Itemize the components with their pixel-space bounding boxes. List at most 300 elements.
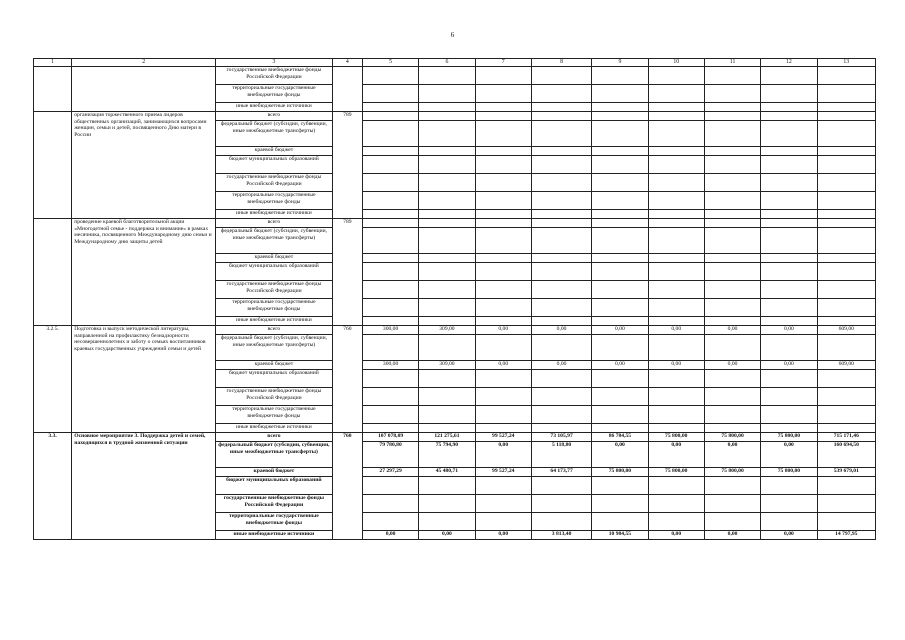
- value-cell: [475, 254, 531, 263]
- value-cell: [704, 495, 760, 513]
- value-cell: [704, 513, 760, 531]
- value-cell: [817, 174, 875, 192]
- value-cell: 0,00: [592, 326, 648, 335]
- value-cell: [761, 156, 817, 174]
- funding-source: федеральный бюджет (субсидии, субвенции, иные межбюджетные трансферты): [216, 335, 333, 361]
- value-cell: [761, 281, 817, 299]
- column-header-7: 7: [475, 59, 531, 67]
- value-cell: [475, 174, 531, 192]
- value-cell: [531, 299, 591, 317]
- value-cell: [475, 335, 531, 361]
- value-cell: [475, 388, 531, 406]
- value-cell: [648, 263, 704, 281]
- value-cell: [817, 121, 875, 147]
- column-header-12: 12: [761, 59, 817, 67]
- value-cell: 609,00: [817, 361, 875, 370]
- value-cell: [704, 263, 760, 281]
- value-cell: 0,00: [592, 442, 648, 468]
- agency-code: 760: [332, 326, 362, 433]
- value-cell: [761, 513, 817, 531]
- value-cell: [648, 254, 704, 263]
- value-cell: [761, 263, 817, 281]
- value-cell: [592, 112, 648, 121]
- value-cell: [648, 85, 704, 103]
- value-cell: 0,00: [648, 326, 704, 335]
- value-cell: [817, 281, 875, 299]
- value-cell: [592, 495, 648, 513]
- value-cell: 0,00: [761, 442, 817, 468]
- value-cell: [592, 147, 648, 156]
- value-cell: [419, 67, 475, 85]
- value-cell: [475, 299, 531, 317]
- value-cell: [531, 495, 591, 513]
- value-cell: [531, 263, 591, 281]
- activity-name: организация торжественного приема лидеров общественных организаций, занимающихся вопросами женщин, семьи и детей, посвященного Дню матери в России: [72, 112, 216, 219]
- value-cell: [761, 317, 817, 326]
- value-cell: [419, 388, 475, 406]
- value-cell: [592, 219, 648, 228]
- value-cell: 3 813,40: [531, 531, 591, 540]
- value-cell: [704, 192, 760, 210]
- value-cell: [761, 406, 817, 424]
- value-cell: [419, 263, 475, 281]
- value-cell: [817, 406, 875, 424]
- value-cell: [419, 192, 475, 210]
- funding-source: территориальные государственные внебюджетные фонды: [216, 513, 333, 531]
- value-cell: [475, 477, 531, 495]
- value-cell: 107 078,09: [362, 433, 418, 442]
- table-row: [34, 433, 876, 442]
- value-cell: [704, 210, 760, 219]
- value-cell: 0,00: [531, 361, 591, 370]
- value-cell: [362, 121, 418, 147]
- value-cell: 75 794,90: [419, 442, 475, 468]
- value-cell: [817, 424, 875, 433]
- value-cell: [531, 370, 591, 388]
- value-cell: 0,00: [648, 531, 704, 540]
- funding-source: государственные внебюджетные фонды Российской Федерации: [216, 495, 333, 513]
- funding-source: федеральный бюджет (субсидии, субвенции, иные межбюджетные трансферты): [216, 442, 333, 468]
- funding-source: территориальные государственные внебюджетные фонды: [216, 406, 333, 424]
- value-cell: 5 118,80: [531, 442, 591, 468]
- value-cell: [531, 192, 591, 210]
- value-cell: 0,00: [704, 442, 760, 468]
- value-cell: [592, 228, 648, 254]
- value-cell: [419, 281, 475, 299]
- value-cell: [761, 477, 817, 495]
- value-cell: [419, 254, 475, 263]
- value-cell: 121 275,61: [419, 433, 475, 442]
- value-cell: [475, 210, 531, 219]
- agency-code: 760: [332, 433, 362, 540]
- table-row: [34, 67, 876, 85]
- value-cell: [648, 67, 704, 85]
- value-cell: [704, 370, 760, 388]
- funding-source: иные внебюджетные источники: [216, 103, 333, 112]
- value-cell: [704, 477, 760, 495]
- value-cell: 0,00: [475, 326, 531, 335]
- value-cell: [704, 424, 760, 433]
- value-cell: [592, 513, 648, 531]
- funding-source: иные внебюджетные источники: [216, 424, 333, 433]
- value-cell: [475, 406, 531, 424]
- value-cell: [592, 210, 648, 219]
- value-cell: [362, 103, 418, 112]
- column-header-5: 5: [362, 59, 418, 67]
- value-cell: [817, 85, 875, 103]
- value-cell: [531, 121, 591, 147]
- value-cell: [362, 477, 418, 495]
- value-cell: [475, 263, 531, 281]
- value-cell: [761, 85, 817, 103]
- value-cell: [817, 254, 875, 263]
- table-row: [34, 326, 876, 335]
- value-cell: [419, 228, 475, 254]
- value-cell: [648, 156, 704, 174]
- value-cell: 0,00: [475, 531, 531, 540]
- value-cell: [592, 299, 648, 317]
- value-cell: [419, 112, 475, 121]
- value-cell: [592, 174, 648, 192]
- value-cell: 0,00: [419, 531, 475, 540]
- value-cell: [817, 192, 875, 210]
- value-cell: [475, 121, 531, 147]
- row-number: 3.3.: [34, 433, 72, 540]
- value-cell: [817, 495, 875, 513]
- activity-name: Подготовка и выпуск методической литературы, направленной на профилактику безнадзорности несовершеннолетних и заботу о семьях воспитанников краевых государственных учреждений семьи и детей: [72, 326, 216, 433]
- value-cell: [761, 424, 817, 433]
- activity-name: проведение краевой благотворительной акции «Многодетной семье - поддержка и внимание» в рамках месячника, посвященного Международному дню семьи и Международному дню защиты детей: [72, 219, 216, 326]
- column-header-1: 1: [34, 59, 72, 67]
- column-header-4: 4: [332, 59, 362, 67]
- value-cell: [704, 85, 760, 103]
- value-cell: [761, 103, 817, 112]
- value-cell: [648, 406, 704, 424]
- value-cell: [475, 219, 531, 228]
- value-cell: [362, 406, 418, 424]
- activity-name: [72, 67, 216, 112]
- value-cell: 99 527,24: [475, 468, 531, 477]
- value-cell: [475, 112, 531, 121]
- value-cell: [648, 424, 704, 433]
- value-cell: [531, 103, 591, 112]
- value-cell: [704, 335, 760, 361]
- value-cell: [531, 219, 591, 228]
- value-cell: [592, 317, 648, 326]
- funding-source: всего: [216, 219, 333, 228]
- value-cell: 73 105,97: [531, 433, 591, 442]
- value-cell: [475, 495, 531, 513]
- value-cell: [531, 156, 591, 174]
- value-cell: 79 780,80: [362, 442, 418, 468]
- value-cell: [362, 281, 418, 299]
- value-cell: [362, 147, 418, 156]
- value-cell: [817, 335, 875, 361]
- value-cell: [475, 67, 531, 85]
- funding-source: иные внебюджетные источники: [216, 210, 333, 219]
- value-cell: [362, 299, 418, 317]
- funding-source: всего: [216, 112, 333, 121]
- value-cell: [362, 424, 418, 433]
- value-cell: 75 800,00: [704, 468, 760, 477]
- value-cell: [592, 388, 648, 406]
- value-cell: [817, 513, 875, 531]
- value-cell: 10 984,55: [592, 531, 648, 540]
- value-cell: [531, 388, 591, 406]
- value-cell: [704, 299, 760, 317]
- value-cell: 75 800,00: [704, 433, 760, 442]
- value-cell: [362, 67, 418, 85]
- funding-source: всего: [216, 326, 333, 335]
- value-cell: [704, 281, 760, 299]
- value-cell: [592, 67, 648, 85]
- funding-source: государственные внебюджетные фонды Российской Федерации: [216, 174, 333, 192]
- value-cell: [704, 228, 760, 254]
- value-cell: [761, 299, 817, 317]
- value-cell: [648, 317, 704, 326]
- column-header-9: 9: [592, 59, 648, 67]
- table-row: [34, 112, 876, 121]
- funding-source: бюджет муниципальных образований: [216, 477, 333, 495]
- value-cell: [592, 121, 648, 147]
- value-cell: 14 797,95: [817, 531, 875, 540]
- funding-source: государственные внебюджетные фонды Российской Федерации: [216, 388, 333, 406]
- value-cell: [475, 281, 531, 299]
- value-cell: [362, 317, 418, 326]
- value-cell: [419, 103, 475, 112]
- value-cell: [419, 147, 475, 156]
- value-cell: [817, 477, 875, 495]
- value-cell: [648, 477, 704, 495]
- value-cell: [817, 210, 875, 219]
- value-cell: [648, 112, 704, 121]
- financing-table: [33, 58, 876, 540]
- value-cell: 86 784,55: [592, 433, 648, 442]
- value-cell: [362, 263, 418, 281]
- value-cell: [761, 121, 817, 147]
- funding-source: бюджет муниципальных образований: [216, 156, 333, 174]
- row-number: [34, 219, 72, 326]
- value-cell: [419, 219, 475, 228]
- value-cell: [362, 370, 418, 388]
- value-cell: [817, 370, 875, 388]
- value-cell: [592, 156, 648, 174]
- value-cell: 300,00: [362, 361, 418, 370]
- value-cell: [419, 477, 475, 495]
- value-cell: [648, 147, 704, 156]
- value-cell: [648, 495, 704, 513]
- value-cell: [648, 121, 704, 147]
- value-cell: [761, 335, 817, 361]
- value-cell: [531, 147, 591, 156]
- value-cell: [592, 281, 648, 299]
- value-cell: [531, 67, 591, 85]
- value-cell: [475, 156, 531, 174]
- value-cell: [704, 156, 760, 174]
- value-cell: [817, 156, 875, 174]
- value-cell: 0,00: [648, 361, 704, 370]
- value-cell: [761, 254, 817, 263]
- value-cell: [761, 219, 817, 228]
- value-cell: [419, 85, 475, 103]
- funding-source: иные внебюджетные источники: [216, 317, 333, 326]
- value-cell: [592, 406, 648, 424]
- value-cell: 0,00: [704, 531, 760, 540]
- value-cell: [531, 406, 591, 424]
- value-cell: [648, 219, 704, 228]
- value-cell: [648, 281, 704, 299]
- funding-source: территориальные государственные внебюджетные фонды: [216, 192, 333, 210]
- value-cell: [761, 147, 817, 156]
- column-header-2: 2: [72, 59, 216, 67]
- value-cell: [592, 335, 648, 361]
- value-cell: 0,00: [475, 361, 531, 370]
- value-cell: [531, 335, 591, 361]
- funding-source: территориальные государственные внебюджетные фонды: [216, 299, 333, 317]
- value-cell: [419, 370, 475, 388]
- funding-source: краевой бюджет: [216, 468, 333, 477]
- value-cell: [648, 103, 704, 112]
- row-number: [34, 67, 72, 112]
- value-cell: 0,00: [648, 442, 704, 468]
- value-cell: [419, 317, 475, 326]
- value-cell: 0,00: [704, 361, 760, 370]
- value-cell: [648, 299, 704, 317]
- value-cell: [592, 85, 648, 103]
- value-cell: 609,00: [817, 326, 875, 335]
- value-cell: [419, 121, 475, 147]
- value-cell: [419, 495, 475, 513]
- column-header-8: 8: [531, 59, 591, 67]
- value-cell: [419, 513, 475, 531]
- value-cell: [531, 513, 591, 531]
- value-cell: [362, 388, 418, 406]
- column-header-6: 6: [419, 59, 475, 67]
- funding-source: бюджет муниципальных образований: [216, 370, 333, 388]
- value-cell: [761, 210, 817, 219]
- value-cell: [648, 388, 704, 406]
- value-cell: [475, 228, 531, 254]
- value-cell: [419, 156, 475, 174]
- value-cell: [362, 85, 418, 103]
- column-header-13: 13: [817, 59, 875, 67]
- value-cell: 160 694,50: [817, 442, 875, 468]
- value-cell: [817, 103, 875, 112]
- value-cell: [704, 112, 760, 121]
- value-cell: [761, 192, 817, 210]
- value-cell: 45 480,71: [419, 468, 475, 477]
- value-cell: [761, 174, 817, 192]
- value-cell: [475, 370, 531, 388]
- value-cell: 300,00: [362, 326, 418, 335]
- value-cell: [704, 147, 760, 156]
- value-cell: [362, 228, 418, 254]
- value-cell: [817, 388, 875, 406]
- value-cell: [419, 406, 475, 424]
- agency-code: 789: [332, 219, 362, 326]
- value-cell: 0,00: [761, 361, 817, 370]
- value-cell: [475, 147, 531, 156]
- value-cell: [704, 103, 760, 112]
- value-cell: [475, 317, 531, 326]
- row-number: [34, 112, 72, 219]
- value-cell: [475, 85, 531, 103]
- value-cell: [648, 210, 704, 219]
- value-cell: [419, 299, 475, 317]
- value-cell: [419, 335, 475, 361]
- value-cell: 75 800,00: [761, 468, 817, 477]
- value-cell: [419, 424, 475, 433]
- value-cell: 0,00: [704, 326, 760, 335]
- value-cell: [362, 335, 418, 361]
- value-cell: [648, 228, 704, 254]
- value-cell: [475, 513, 531, 531]
- value-cell: [362, 495, 418, 513]
- value-cell: [704, 174, 760, 192]
- funding-source: краевой бюджет: [216, 361, 333, 370]
- value-cell: [648, 174, 704, 192]
- value-cell: [362, 174, 418, 192]
- funding-source: краевой бюджет: [216, 147, 333, 156]
- value-cell: 99 527,24: [475, 433, 531, 442]
- value-cell: [761, 67, 817, 85]
- value-cell: [362, 513, 418, 531]
- row-number: 3.2.5.: [34, 326, 72, 433]
- value-cell: [817, 112, 875, 121]
- value-cell: 715 171,46: [817, 433, 875, 442]
- value-cell: 0,00: [592, 361, 648, 370]
- value-cell: [419, 174, 475, 192]
- value-cell: [531, 174, 591, 192]
- value-cell: 75 800,00: [761, 433, 817, 442]
- value-cell: 27 297,29: [362, 468, 418, 477]
- funding-source: иные внебюджетные источники: [216, 531, 333, 540]
- value-cell: [362, 192, 418, 210]
- column-header-3: 3: [216, 59, 333, 67]
- funding-source: федеральный бюджет (субсидии, субвенции, иные межбюджетные трансферты): [216, 121, 333, 147]
- value-cell: [704, 219, 760, 228]
- value-cell: 75 800,00: [648, 433, 704, 442]
- value-cell: [761, 112, 817, 121]
- value-cell: [761, 495, 817, 513]
- value-cell: [531, 281, 591, 299]
- value-cell: [531, 210, 591, 219]
- value-cell: [592, 192, 648, 210]
- value-cell: [704, 317, 760, 326]
- value-cell: [475, 424, 531, 433]
- value-cell: 0,00: [362, 531, 418, 540]
- value-cell: [648, 335, 704, 361]
- value-cell: [362, 219, 418, 228]
- value-cell: [592, 103, 648, 112]
- value-cell: [704, 67, 760, 85]
- value-cell: [531, 317, 591, 326]
- value-cell: [704, 406, 760, 424]
- funding-source: бюджет муниципальных образований: [216, 263, 333, 281]
- value-cell: [817, 147, 875, 156]
- value-cell: [531, 254, 591, 263]
- value-cell: [648, 513, 704, 531]
- value-cell: [761, 388, 817, 406]
- funding-source: государственные внебюджетные фонды Российской Федерации: [216, 67, 333, 85]
- value-cell: [648, 192, 704, 210]
- value-cell: [817, 67, 875, 85]
- value-cell: [362, 254, 418, 263]
- header-row: [34, 59, 876, 67]
- page-number: 6: [450, 31, 455, 39]
- value-cell: [592, 370, 648, 388]
- value-cell: [362, 156, 418, 174]
